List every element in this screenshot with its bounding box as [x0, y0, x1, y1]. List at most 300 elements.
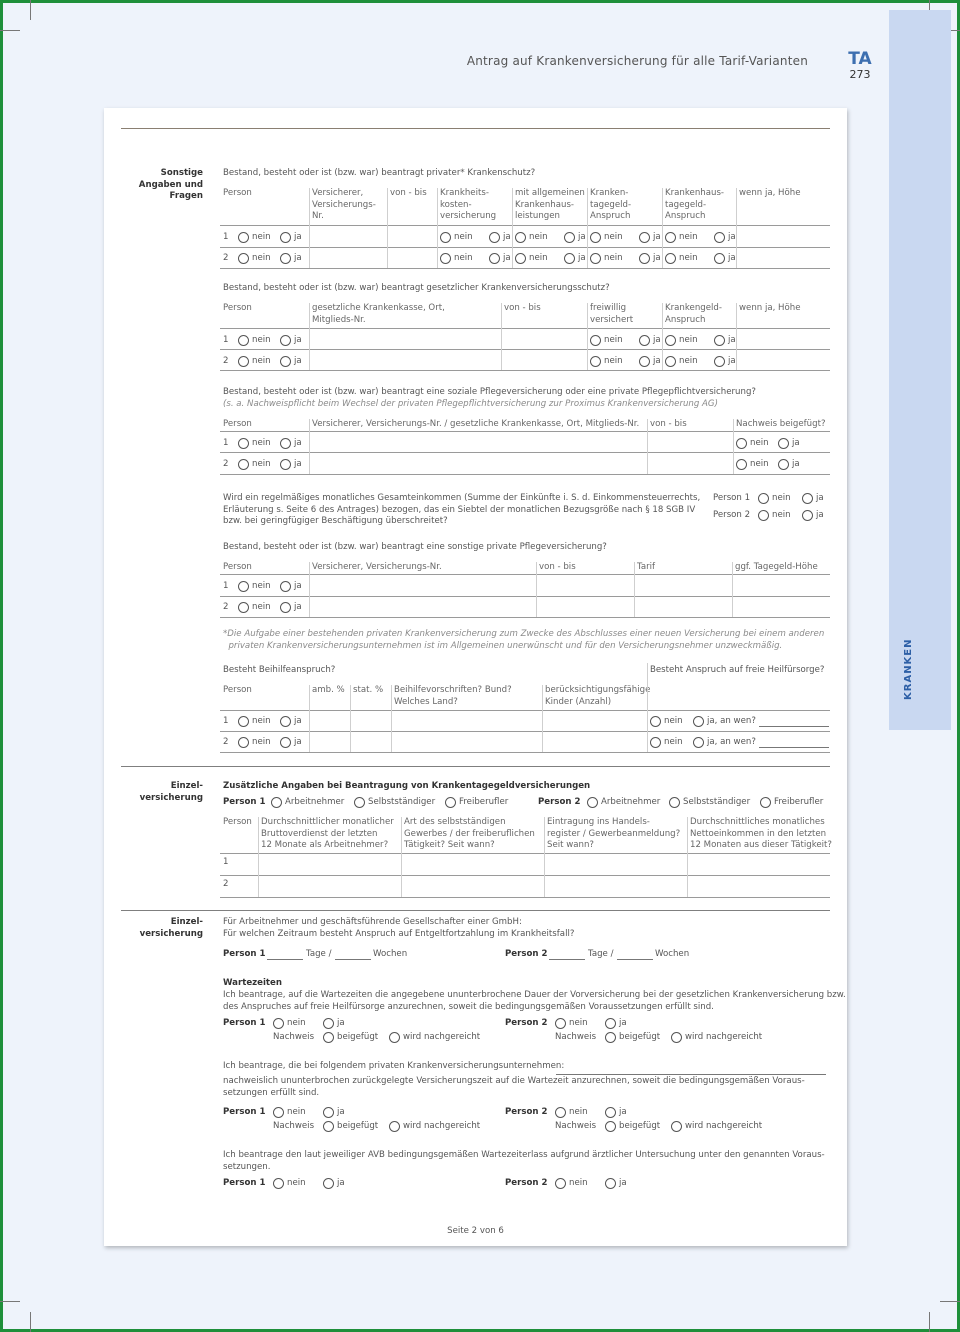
gesamteinkommen-p2-nein-label: nein [772, 510, 791, 520]
table2-row1-krankengeld-ja-label: ja [728, 335, 736, 345]
einzel-p2-selbststaendiger-radio[interactable] [669, 797, 680, 808]
entgelt-p2-person: Person 2 [505, 949, 548, 959]
entgelt-p2-tage-line[interactable] [549, 959, 585, 960]
question-private-krankenschutz: Bestand, besteht oder ist (bzw. war) beantragt privater* Krankenschutz? [223, 168, 536, 178]
heilfuersorge-row1-an-wen-line[interactable] [759, 726, 829, 727]
warte2-p2-beigefuegt-label: beigefügt [619, 1121, 661, 1131]
table5-person-1: 1 [223, 581, 229, 591]
table1-row1-c2-nein-label: nein [604, 232, 623, 242]
warte2-p1-nachweis: Nachweis [273, 1121, 315, 1131]
table1-row2-c2-nein-label: nein [604, 253, 623, 263]
table3-row2-nachweis-nein-radio[interactable] [736, 459, 747, 470]
gesamteinkommen-p1-ja-radio[interactable] [802, 493, 813, 504]
warte1-p2-beigefuegt-label: beigefügt [619, 1032, 661, 1042]
einzel-p2-selbststaendiger-label: Selbstständiger [683, 797, 751, 807]
table-divider [736, 188, 737, 268]
table-divider [258, 817, 259, 897]
section-title-krankentagegeld: Zusätzliche Angaben bei Beantragung von Krankentagegeldversicherungen [223, 781, 591, 791]
table-rule [220, 474, 830, 475]
table2-row1-krankengeld-nein-label: nein [679, 335, 698, 345]
einzel-p1-selbststaendiger-radio[interactable] [354, 797, 365, 808]
table3-row2-nachweis-nein-label: nein [750, 459, 769, 469]
table2-row1-nein-radio[interactable] [238, 335, 249, 346]
table3-row2-nachweis-ja-label: ja [792, 459, 800, 469]
wartezeiten-text-2b: nachweislich ununterbrochen zurückgelegte Versicherungszeit auf die Wartezeit anzurechnen, soweit die bedingungsgemäßen Voraus- setzungen erfüllt sind. [223, 1076, 805, 1098]
table3-row1-nein-radio[interactable] [238, 438, 249, 449]
table6-row1-nein-radio[interactable] [238, 716, 249, 727]
warte1-p1-nachgereicht-radio[interactable] [389, 1032, 400, 1043]
table-rule [220, 268, 830, 269]
table1-row1-c2-nein-radio[interactable] [590, 232, 601, 243]
table2-row1-ja-radio[interactable] [280, 335, 291, 346]
einzel-person2: Person 2 [538, 797, 581, 807]
heilfuersorge-row1-ja-radio[interactable] [693, 716, 704, 727]
table1-row2-c0-ja-label: ja [503, 253, 511, 263]
table-divider [662, 188, 663, 268]
table2-row1-nein-label: nein [252, 335, 271, 345]
table5-person-2: 2 [223, 602, 229, 612]
warte3-p2-ja-radio[interactable] [605, 1178, 616, 1189]
table3-header-col-0: Person [223, 419, 252, 429]
table1-row2-c1-nein-radio[interactable] [515, 253, 526, 264]
table2-row2-nein-radio[interactable] [238, 356, 249, 367]
table-divider [501, 303, 502, 370]
warte2-p1-nein-label: nein [287, 1107, 306, 1117]
warte1-p1-ja-radio[interactable] [323, 1018, 334, 1029]
table2-row2-ja-label: ja [294, 356, 302, 366]
table1-header-col-7: wenn ja, Höhe [739, 188, 801, 198]
table-rule [220, 247, 830, 248]
gesamteinkommen-person1: Person 1 [713, 493, 751, 503]
crop-mark [0, 30, 20, 31]
table2-row2-krankengeld-nein-radio[interactable] [665, 356, 676, 367]
warte2-p2-nein-label: nein [569, 1107, 588, 1117]
warte1-p2-nachgereicht-label: wird nachgereicht [685, 1032, 763, 1042]
table-rule [220, 225, 830, 226]
table-divider [544, 817, 545, 897]
table1-row2-c1-nein-label: nein [529, 253, 548, 263]
einzel-p2-freiberufler-label: Freiberufler [774, 797, 824, 807]
table3-header-col-3: Nachweis beigefügt? [736, 419, 826, 429]
crop-mark [929, 1312, 930, 1332]
table1-row2-c1-ja-radio[interactable] [564, 253, 575, 264]
table-divider [309, 562, 310, 617]
table1-header-col-0: Person [223, 188, 252, 198]
warte3-p2-nein-radio[interactable] [555, 1178, 566, 1189]
einzel-table-header-col-3: Eintragung ins Handels- register / Gewerbeanmeldung? Seit wann? [547, 817, 681, 850]
einzel-p2-arbeitnehmer-label: Arbeitnehmer [601, 797, 661, 807]
entgelt-p2-wochen: Wochen [655, 949, 690, 959]
table3-row1-ja-radio[interactable] [280, 438, 291, 449]
gesamteinkommen-p1-nein-radio[interactable] [758, 493, 769, 504]
table2-row2-krankengeld-ja-radio[interactable] [714, 356, 725, 367]
crop-mark [0, 1301, 20, 1302]
table1-row2-c3-nein-radio[interactable] [665, 253, 676, 264]
crop-mark [30, 0, 31, 20]
einzel-p2-arbeitnehmer-radio[interactable] [587, 797, 598, 808]
table2-row1-krankengeld-ja-radio[interactable] [714, 335, 725, 346]
table-rule [220, 897, 830, 898]
table1-header-col-3: Krankheits- kosten- versicherung [440, 188, 497, 221]
warte2-p2-ja-radio[interactable] [605, 1107, 616, 1118]
gesamteinkommen-person2: Person 2 [713, 510, 751, 520]
table1-row1-nein-label: nein [252, 232, 271, 242]
einzel-table-header-col-0: Person [223, 817, 252, 827]
warte3-p1-ja-radio[interactable] [323, 1178, 334, 1189]
section-rule [121, 766, 830, 767]
table1-row1-c3-nein-label: nein [679, 232, 698, 242]
footnote-aufgabe: *Die Aufgabe einer bestehenden privaten Krankenversicherung zum Zwecke des Abschlusses einer neuen Versicherung bei einem anderen privaten Krankenversicherungsunternehmen ist im Allgemeinen unerwünscht und für den Versicherungsnehmer unzweckmäßig. [223, 629, 825, 651]
warte3-p2-person: Person 2 [505, 1178, 548, 1188]
warte1-p2-nachgereicht-radio[interactable] [671, 1032, 682, 1043]
heilfuersorge-row1-ja-label: ja, an wen? [707, 716, 756, 726]
table5-header-col-4: ggf. Tagegeld-Höhe [735, 562, 818, 572]
section-label-einzel-2: Einzel- versicherung [139, 917, 203, 939]
table-divider [512, 188, 513, 268]
warte2-p1-nein-radio[interactable] [273, 1107, 284, 1118]
table1-row2-nein-label: nein [252, 253, 271, 263]
table1-row1-c2-ja-label: ja [653, 232, 661, 242]
table3-row2-nein-label: nein [252, 459, 271, 469]
warte1-p2-person: Person 2 [505, 1018, 548, 1028]
table5-row2-nein-radio[interactable] [238, 602, 249, 613]
tariff-number: 273 [849, 68, 871, 81]
table1-row1-c1-ja-radio[interactable] [564, 232, 575, 243]
heilfuersorge-row2-ja-radio[interactable] [693, 737, 704, 748]
warte1-p1-nein-radio[interactable] [273, 1018, 284, 1029]
warte1-p2-nein-radio[interactable] [555, 1018, 566, 1029]
table1-row2-c0-nein-label: nein [454, 253, 473, 263]
question-beihilfe: Besteht Beihilfeanspruch? [223, 665, 336, 675]
table3-row1-nachweis-ja-radio[interactable] [778, 438, 789, 449]
table6-row2-ja-label: ja [294, 737, 302, 747]
document-title: Antrag auf Krankenversicherung für alle Tarif-Varianten [466, 54, 808, 68]
entgelt-p1-tage-line[interactable] [267, 959, 303, 960]
table5-row2-ja-label: ja [294, 602, 302, 612]
table-rule [220, 370, 830, 371]
warte3-p1-person: Person 1 [223, 1178, 266, 1188]
table6-row1-nein-label: nein [252, 716, 271, 726]
table2-header-col-2: von - bis [504, 303, 541, 313]
table1-row1-c1-nein-radio[interactable] [515, 232, 526, 243]
entgelt-p1-wochen-line[interactable] [335, 959, 371, 960]
table1-row1-ja-label: ja [294, 232, 302, 242]
table6-header-col-2: stat. % [353, 685, 384, 695]
warte3-p1-ja-label: ja [337, 1178, 345, 1188]
warte3-p1-nein-radio[interactable] [273, 1178, 284, 1189]
table1-row2-nein-radio[interactable] [238, 253, 249, 264]
table3-row1-nachweis-nein-radio[interactable] [736, 438, 747, 449]
warte1-p1-person: Person 1 [223, 1018, 266, 1028]
warte2-p2-nein-radio[interactable] [555, 1107, 566, 1118]
question-heilfuersorge: Besteht Anspruch auf freie Heilfürsorge? [650, 665, 825, 675]
table1-row1-c1-ja-label: ja [578, 232, 586, 242]
table6-header-col-3: Beihilfevorschriften? Bund? Welches Land? [394, 685, 512, 707]
table1-row2-c0-ja-radio[interactable] [489, 253, 500, 264]
table2-row2-nein-label: nein [252, 356, 271, 366]
table5-header-col-3: Tarif [637, 562, 656, 572]
table1-row2-c2-ja-label: ja [653, 253, 661, 263]
table-divider [387, 188, 388, 268]
table5-row2-ja-radio[interactable] [280, 602, 291, 613]
table-rule [220, 452, 830, 453]
table3-row1-ja-label: ja [294, 438, 302, 448]
table1-row1-c2-ja-radio[interactable] [639, 232, 650, 243]
section-label-sonstige: Sonstige Angaben und Fragen [138, 168, 203, 201]
table1-header-col-2: von - bis [390, 188, 427, 198]
table1-row1-nein-radio[interactable] [238, 232, 249, 243]
table-divider [437, 188, 438, 268]
table1-header-col-1: Versicherer, Versicherungs- Nr. [312, 188, 376, 221]
question-gesamteinkommen: Wird ein regelmäßiges monatliches Gesamteinkommen (Summe der Einkünfte i. S. d. Einkommensteuerrechts, Erläuterung s. Seite 6 des Antrages) bezogen, das ein Siebtel der monatlichen Bezugsgröße nach § 18 SGB IV bzw. bei geringfügiger Beschäftigung überschreitet? [223, 493, 701, 526]
wartezeiten-title: Wartezeiten [223, 978, 282, 988]
table2-row1-ja-label: ja [294, 335, 302, 345]
einzel-p1-selbststaendiger-label: Selbstständiger [368, 797, 436, 807]
table6-header-col-0: Person [223, 685, 252, 695]
warte2-p1-nachgereicht-label: wird nachgereicht [403, 1121, 481, 1131]
gesamteinkommen-p2-ja-radio[interactable] [802, 510, 813, 521]
versicherer-input-line[interactable] [556, 1074, 826, 1075]
table1-row2-c1-ja-label: ja [578, 253, 586, 263]
note-nachweispflicht: (s. a. Nachweispflicht beim Wechsel der privaten Pflegepflichtversicherung zur Proximus Krankenversicherung AG) [223, 399, 718, 409]
form-page [104, 108, 847, 1246]
table-divider [309, 188, 310, 268]
einzel-p1-freiberufler-label: Freiberufler [459, 797, 509, 807]
table-rule [220, 853, 830, 854]
einzel-p2-freiberufler-radio[interactable] [760, 797, 771, 808]
section-rule [121, 910, 830, 911]
table1-row1-c3-ja-radio[interactable] [714, 232, 725, 243]
table5-row1-ja-label: ja [294, 581, 302, 591]
table-divider [647, 663, 648, 685]
warte1-p1-nachweis: Nachweis [273, 1032, 315, 1042]
warte2-p1-person: Person 1 [223, 1107, 266, 1117]
warte2-p1-nachgereicht-radio[interactable] [389, 1121, 400, 1132]
table3-row2-ja-label: ja [294, 459, 302, 469]
table6-row1-ja-label: ja [294, 716, 302, 726]
table1-person-1: 1 [223, 232, 229, 242]
warte2-p2-beigefuegt-radio[interactable] [605, 1121, 616, 1132]
table1-row1-c3-nein-radio[interactable] [665, 232, 676, 243]
einzel-table-header-col-2: Art des selbstständigen Gewerbes / der freiberuflichen Tätigkeit? Seit wann? [404, 817, 535, 850]
warte1-p1-nein-label: nein [287, 1018, 306, 1028]
table2-header-col-3: freiwillig versichert [590, 303, 634, 325]
table3-row1-nachweis-ja-label: ja [792, 438, 800, 448]
gesamteinkommen-p2-ja-label: ja [816, 510, 824, 520]
table2-person-2: 2 [223, 356, 229, 366]
question-pflegeversicherung: Bestand, besteht oder ist (bzw. war) beantragt eine soziale Pflegeversicherung oder eine private Pflegepflichtversicherung? [223, 387, 756, 397]
table2-header-col-4: Krankengeld- Anspruch [665, 303, 722, 325]
wartezeiten-text-3: Ich beantrage den laut jeweiliger AVB bedingungsgemäßen Wartezeiterlass aufgrund ärztlicher Untersuchung unter den genannten Voraus- setzungen. [223, 1150, 825, 1172]
table-rule [220, 596, 830, 597]
warte3-p2-nein-label: nein [569, 1178, 588, 1188]
heilfuersorge-row2-nein-label: nein [664, 737, 683, 747]
table6-row1-ja-radio[interactable] [280, 716, 291, 727]
table3-row2-ja-radio[interactable] [280, 459, 291, 470]
table-divider [401, 817, 402, 897]
table-divider [309, 419, 310, 474]
table1-row2-c3-nein-label: nein [679, 253, 698, 263]
entgelt-p1-wochen: Wochen [373, 949, 408, 959]
einzel-table-person-2: 2 [223, 879, 229, 889]
table3-row2-nein-radio[interactable] [238, 459, 249, 470]
entgelt-p2-wochen-line[interactable] [617, 959, 653, 960]
table2-row1-freiwillig-nein-radio[interactable] [590, 335, 601, 346]
table2-header-col-1: gesetzliche Krankenkasse, Ort, Mitglieds-Nr. [312, 303, 445, 325]
einzel-table-header-col-4: Durchschnittliches monatliches Nettoeinkommen in den letzten 12 Monaten aus dieser Tätigkeit? [690, 817, 832, 850]
table1-header-col-4: mit allgemeinen Krankenhaus- leistungen [515, 188, 585, 221]
table5-row1-nein-radio[interactable] [238, 581, 249, 592]
table-divider [634, 562, 635, 617]
table2-row2-krankengeld-ja-label: ja [728, 356, 736, 366]
warte1-p1-beigefuegt-radio[interactable] [323, 1032, 334, 1043]
warte1-p1-ja-label: ja [337, 1018, 345, 1028]
table6-person-2: 2 [223, 737, 229, 747]
table-rule [220, 617, 830, 618]
einzel-table-person-1: 1 [223, 857, 229, 867]
table-divider [732, 562, 733, 617]
table2-row2-freiwillig-nein-label: nein [604, 356, 623, 366]
table-divider [736, 303, 737, 370]
side-tab-label: KRANKEN [903, 638, 914, 700]
entgelt-p1-tage: Tage / [306, 949, 332, 959]
table5-row1-ja-radio[interactable] [280, 581, 291, 592]
table1-person-2: 2 [223, 253, 229, 263]
page-footer: Seite 2 von 6 [447, 1226, 504, 1236]
table2-row1-freiwillig-ja-radio[interactable] [639, 335, 650, 346]
warte2-p1-ja-radio[interactable] [323, 1107, 334, 1118]
gesamteinkommen-p1-ja-label: ja [816, 493, 824, 503]
table6-person-1: 1 [223, 716, 229, 726]
question-entgeltfortzahlung: Für Arbeitnehmer und geschäftsführende Gesellschafter einer GmbH: Für welchen Zeitraum besteht Anspruch auf Entgeltfortzahlung im Krankheitsfall? [223, 917, 575, 939]
warte1-p2-ja-radio[interactable] [605, 1018, 616, 1029]
section-label-einzel-1: Einzel- versicherung [139, 781, 203, 803]
gesamteinkommen-p2-nein-radio[interactable] [758, 510, 769, 521]
warte2-p2-person: Person 2 [505, 1107, 548, 1117]
table1-row2-c3-ja-radio[interactable] [714, 253, 725, 264]
tariff-code: TA [848, 49, 872, 69]
entgelt-p1-person: Person 1 [223, 949, 266, 959]
table2-row1-krankengeld-nein-radio[interactable] [665, 335, 676, 346]
table1-row1-c3-ja-label: ja [728, 232, 736, 242]
table-rule [220, 328, 830, 329]
table1-row2-ja-radio[interactable] [280, 253, 291, 264]
table1-row2-c3-ja-label: ja [728, 253, 736, 263]
heilfuersorge-row1-nein-label: nein [664, 716, 683, 726]
table2-row2-freiwillig-ja-radio[interactable] [639, 356, 650, 367]
table5-header-col-1: Versicherer, Versicherungs-Nr. [312, 562, 442, 572]
table3-person-1: 1 [223, 438, 229, 448]
einzel-p1-freiberufler-radio[interactable] [445, 797, 456, 808]
table1-row2-ja-label: ja [294, 253, 302, 263]
table3-row2-nachweis-ja-radio[interactable] [778, 459, 789, 470]
table-divider [733, 419, 734, 474]
top-rule [121, 128, 830, 129]
table1-row1-ja-radio[interactable] [280, 232, 291, 243]
einzel-person1: Person 1 [223, 797, 266, 807]
table1-row1-c1-nein-label: nein [529, 232, 548, 242]
wartezeiten-text-1: Ich beantrage, auf die Wartezeiten die angegebene ununterbrochene Dauer der Vorversicherung bei der gesetzlichen Krankenversicherung bzw. des Anspruches auf freie Heilfürsorge anzurechnen, soweit die bedingungsgemäßen Voraussetzungen erfüllt sind. [223, 990, 846, 1012]
warte2-p2-nachgereicht-label: wird nachgereicht [685, 1121, 763, 1131]
table3-row1-nachweis-nein-label: nein [750, 438, 769, 448]
table-divider [587, 303, 588, 370]
table-rule [220, 731, 830, 732]
table-divider [536, 562, 537, 617]
table3-person-2: 2 [223, 459, 229, 469]
warte2-p2-nachgereicht-radio[interactable] [671, 1121, 682, 1132]
warte3-p1-nein-label: nein [287, 1178, 306, 1188]
heilfuersorge-row1-nein-radio[interactable] [650, 716, 661, 727]
einzel-table-header-col-1: Durchschnittlicher monatlicher Bruttoverdienst der letzten 12 Monate als Arbeitnehmer? [261, 817, 394, 850]
table-divider [542, 685, 543, 752]
table-rule [220, 752, 830, 753]
wartezeiten-text-2a: Ich beantrage, die bei folgendem privaten Krankenversicherungsunternehmen: [223, 1061, 565, 1071]
table6-row2-nein-label: nein [252, 737, 271, 747]
table-divider [309, 303, 310, 370]
table-divider [647, 419, 648, 474]
heilfuersorge-row2-an-wen-line[interactable] [759, 747, 829, 748]
table5-row2-nein-label: nein [252, 602, 271, 612]
table6-row2-ja-radio[interactable] [280, 737, 291, 748]
table-divider [687, 817, 688, 897]
table-divider [587, 188, 588, 268]
table-divider [647, 685, 648, 752]
table-divider [350, 685, 351, 752]
table5-row1-nein-label: nein [252, 581, 271, 591]
side-tab [889, 10, 951, 730]
table1-row2-c0-nein-radio[interactable] [440, 253, 451, 264]
table1-row1-c0-nein-label: nein [454, 232, 473, 242]
warte3-p2-ja-label: ja [619, 1178, 627, 1188]
einzel-p1-arbeitnehmer-radio[interactable] [271, 797, 282, 808]
table-rule [220, 349, 830, 350]
warte1-p2-nein-label: nein [569, 1018, 588, 1028]
table2-person-1: 1 [223, 335, 229, 345]
table3-header-col-2: von - bis [650, 419, 687, 429]
table1-row1-c0-nein-radio[interactable] [440, 232, 451, 243]
table3-header-col-1: Versicherer, Versicherungs-Nr. / gesetzliche Krankenkasse, Ort, Mitglieds-Nr. [312, 419, 640, 429]
heilfuersorge-row2-nein-radio[interactable] [650, 737, 661, 748]
table-divider [662, 303, 663, 370]
table2-row2-freiwillig-nein-radio[interactable] [590, 356, 601, 367]
table1-row2-c2-ja-radio[interactable] [639, 253, 650, 264]
table6-row2-nein-radio[interactable] [238, 737, 249, 748]
warte2-p1-ja-label: ja [337, 1107, 345, 1117]
warte2-p1-beigefuegt-radio[interactable] [323, 1121, 334, 1132]
warte1-p2-beigefuegt-radio[interactable] [605, 1032, 616, 1043]
table-rule [220, 431, 830, 432]
table1-row2-c2-nein-radio[interactable] [590, 253, 601, 264]
table5-header-col-2: von - bis [539, 562, 576, 572]
entgelt-p2-tage: Tage / [588, 949, 614, 959]
table2-row2-krankengeld-nein-label: nein [679, 356, 698, 366]
table1-row1-c0-ja-radio[interactable] [489, 232, 500, 243]
table2-row2-freiwillig-ja-label: ja [653, 356, 661, 366]
gesamteinkommen-p1-nein-label: nein [772, 493, 791, 503]
table2-row2-ja-radio[interactable] [280, 356, 291, 367]
table6-header-col-4: berücksichtigungsfähige Kinder (Anzahl) [545, 685, 651, 707]
table-rule [220, 710, 830, 711]
table-rule [220, 875, 830, 876]
table3-row1-nein-label: nein [252, 438, 271, 448]
warte1-p1-nachgereicht-label: wird nachgereicht [403, 1032, 481, 1042]
einzel-p1-arbeitnehmer-label: Arbeitnehmer [285, 797, 345, 807]
warte2-p2-nachweis: Nachweis [555, 1121, 597, 1131]
table-divider [309, 685, 310, 752]
warte2-p1-beigefuegt-label: beigefügt [337, 1121, 379, 1131]
question-sonstige-pflege: Bestand, besteht oder ist (bzw. war) beantragt eine sonstige private Pflegeversicherung? [223, 542, 607, 552]
warte1-p1-beigefuegt-label: beigefügt [337, 1032, 379, 1042]
